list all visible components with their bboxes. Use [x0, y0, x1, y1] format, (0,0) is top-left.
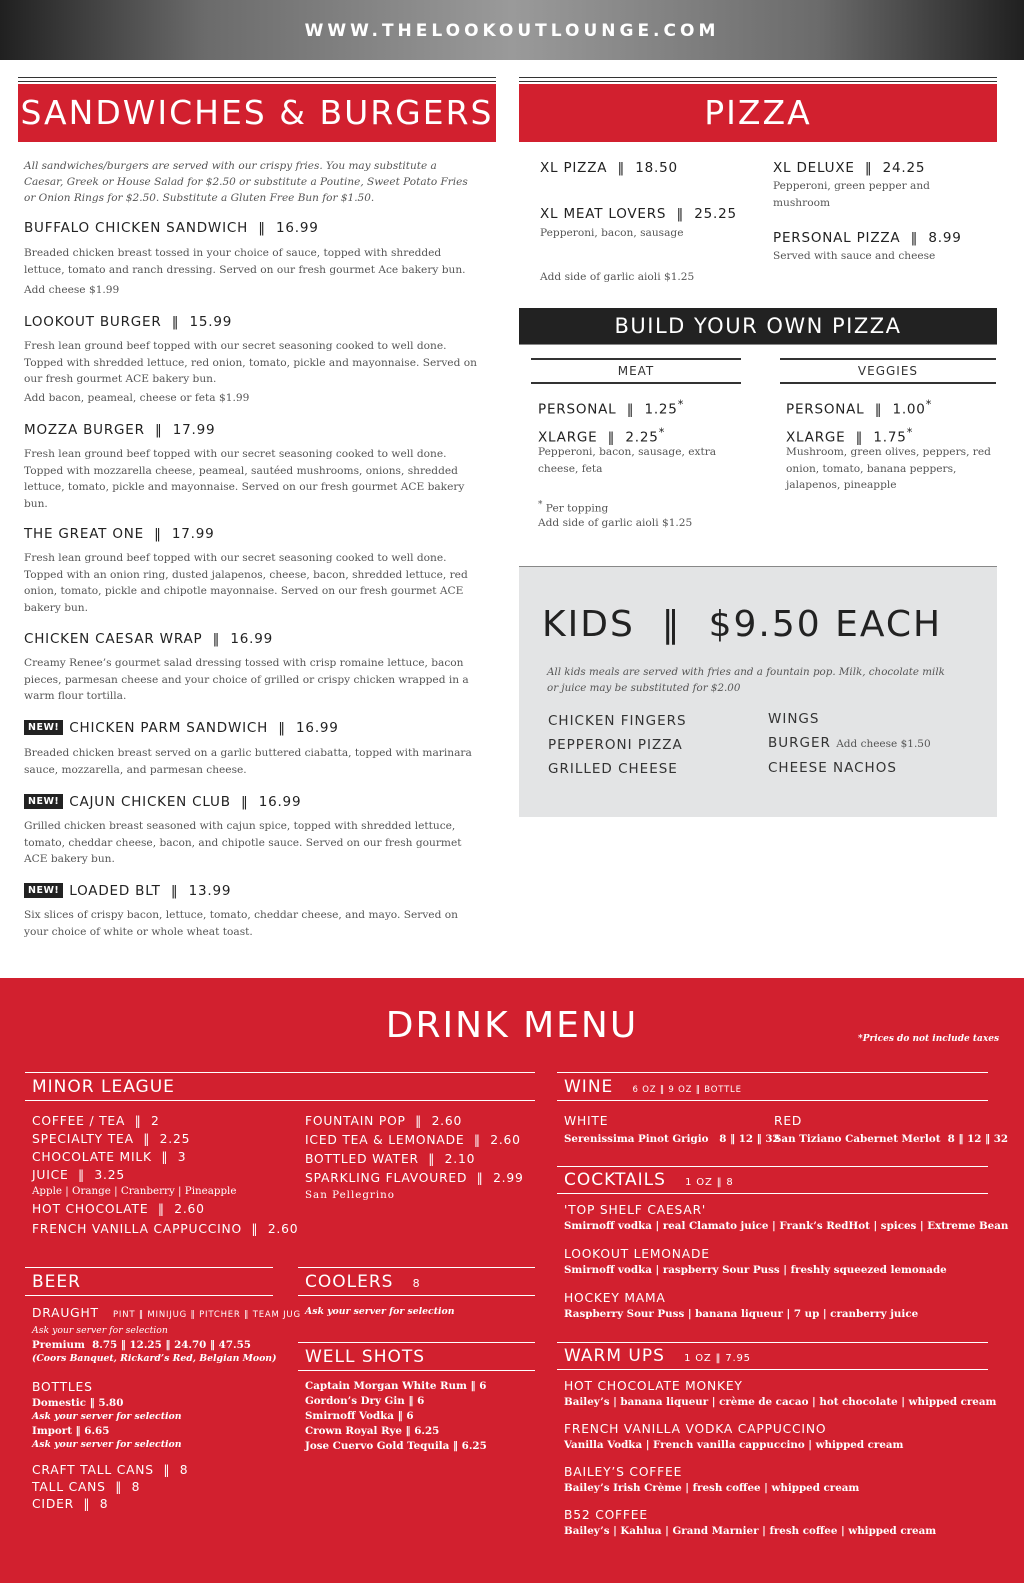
drink-menu-title: DRINK MENU — [385, 1005, 639, 1046]
well-shots-title: WELL SHOTS — [305, 1347, 426, 1367]
tax-note: *Prices do not include taxes — [858, 1034, 1000, 1044]
sandwiches-intro: All sandwiches/burgers are served with our crispy fries. You may substitute a Caesar, Greek or House Salad for $2.50 or substitute a Poutine, Sweet Potato Fries or Onion Rings for $2.50. Substitute a Gluten Free Bun for $1.50. — [24, 160, 468, 204]
cocktail-name: 'TOP SHELF CAESAR' — [564, 1203, 707, 1217]
cocktail-name: HOCKEY MAMA — [564, 1291, 666, 1305]
drink-item: CIDER ‖ 8 — [32, 1497, 109, 1511]
premium-row: Premium 8.75 ‖ 12.25 ‖ 24.70 ‖ 47.55 — [32, 1339, 251, 1351]
menu-item-title: LOOKOUT BURGER ‖ 15.99 — [24, 314, 233, 330]
menu-item-title: BUFFALO CHICKEN SANDWICH ‖ 16.99 — [24, 220, 319, 236]
menu-item-addon: Add bacon, peameal, cheese or feta $1.99 — [24, 392, 250, 404]
pizza-item-desc: Pepperoni, green pepper and mushroom — [773, 180, 930, 209]
menu-item-title: THE GREAT ONE ‖ 17.99 — [24, 526, 215, 542]
warm-up-desc: Bailey’s Irish Crème | fresh coffee | whipped cream — [564, 1482, 860, 1494]
kids-item: GRILLED CHEESE — [548, 761, 678, 777]
divider — [298, 1342, 535, 1343]
warm-ups-title: WARM UPS 1 OZ ‖ 7.95 — [564, 1346, 751, 1366]
beer-title: BEER — [32, 1272, 81, 1292]
warm-ups-list — [564, 1377, 996, 1538]
menu-item-title: NEW! CHICKEN PARM SANDWICH ‖ 16.99 — [24, 720, 339, 736]
kids-item: BURGER Add cheese $1.50 — [768, 735, 931, 751]
domestic-row: Domestic ‖ 5.80 — [32, 1397, 124, 1409]
draught-label: DRAUGHT PINT ‖ MINIJUG ‖ PITCHER ‖ TEAM JUG — [32, 1306, 301, 1320]
warm-up-name: HOT CHOCOLATE MONKEY — [564, 1379, 743, 1393]
new-badge: NEW! — [24, 720, 63, 735]
divider — [298, 1370, 535, 1371]
menu-item-desc: Creamy Renee’s gourmet salad dressing tossed with crisp romaine lettuce, bacon pieces, parmesan cheese and your choice of grilled or crispy chicken wrapped in a warm flour tortilla. — [24, 657, 469, 702]
drink-item: Smirnoff Vodka ‖ 6 — [305, 1410, 414, 1422]
section-title-sandwiches: SANDWICHES & BURGERS — [18, 84, 496, 142]
kids-list-left — [548, 709, 687, 781]
coolers-note: Ask your server for selection — [305, 1306, 455, 1317]
drink-item: Gordon’s Dry Gin ‖ 6 — [305, 1395, 425, 1407]
wine-red-label: RED — [774, 1114, 803, 1128]
ask-server-note: Ask your server for selection — [32, 1411, 182, 1422]
kids-title: KIDS ‖ $9.50 EACH — [542, 604, 943, 645]
pizza-item-title: XL PIZZA ‖ 18.50 — [540, 160, 678, 176]
kids-item: PEPPERONI PIZZA — [548, 737, 683, 753]
warm-up-name: B52 COFFEE — [564, 1508, 648, 1522]
well-shots-list — [305, 1379, 487, 1454]
byo-veggies-desc: Mushroom, green olives, peppers, red onion, tomato, banana peppers, jalapenos, pineapple — [786, 446, 991, 491]
pizza-item-title: XL DELUXE ‖ 24.25 — [773, 160, 926, 176]
menu-item-desc: Fresh lean ground beef topped with our secret seasoning cooked to well done. Topped with shredded lettuce, red onion, tomato, pickle and mayonnaise. Served on our fresh gourmet ACE bakery bun. — [24, 340, 477, 385]
menu-item-title: NEW! LOADED BLT ‖ 13.99 — [24, 883, 231, 899]
cocktail-desc: Raspberry Sour Puss | banana liqueur | 7 up | cranberry juice — [564, 1308, 919, 1320]
drink-item: SPECIALTY TEA ‖ 2.25 — [32, 1132, 191, 1146]
drink-item: Crown Royal Rye ‖ 6.25 — [305, 1425, 440, 1437]
wine-title: WINE 6 OZ ‖ 9 OZ ‖ BOTTLE — [564, 1077, 742, 1097]
divider — [18, 77, 496, 82]
cocktail-name: LOOKOUT LEMONADE — [564, 1247, 710, 1261]
minor-league-right — [305, 1112, 524, 1202]
drink-item: BOTTLED WATER ‖ 2.10 — [305, 1152, 476, 1166]
kids-item: WINGS — [768, 711, 820, 727]
byo-meat-personal: PERSONAL ‖ 1.25* — [538, 398, 685, 418]
premium-note: (Coors Banquet, Rickard’s Red, Belgian Moon) — [32, 1353, 277, 1364]
drink-item: SPARKLING FLAVOURED ‖ 2.99 — [305, 1171, 524, 1185]
drink-item: COFFEE / TEA ‖ 2 — [32, 1114, 160, 1128]
byo-note: Add side of garlic aioli $1.25 — [538, 517, 693, 529]
ask-server-note: Ask your server for selection — [32, 1325, 168, 1336]
warm-up-desc: Bailey’s | banana liqueur | crème de cacao | hot chocolate | whipped cream — [564, 1396, 997, 1408]
pizza-item-desc: Pepperoni, bacon, sausage — [540, 227, 684, 239]
drink-item: CRAFT TALL CANS ‖ 8 — [32, 1463, 189, 1477]
cocktails-title: COCKTAILS 1 OZ ‖ 8 — [564, 1170, 734, 1190]
menu-item-desc: Grilled chicken breast seasoned with cajun spice, topped with shredded lettuce, tomato, cheddar cheese, bacon, and chipotle sauce. Served on our fresh gourmet ACE bakery bun. — [24, 820, 462, 865]
warm-up-desc: Vanilla Vodka | French vanilla cappuccino | whipped cream — [564, 1439, 904, 1451]
new-badge: NEW! — [24, 883, 63, 898]
divider — [298, 1295, 535, 1296]
coolers-title: COOLERS 8 — [305, 1272, 421, 1292]
site-url-banner[interactable]: WWW.THELOOKOUTLOUNGE.COM — [0, 0, 1024, 60]
menu-item-addon: Add cheese $1.99 — [24, 284, 120, 296]
minor-league-title: MINOR LEAGUE — [32, 1077, 175, 1097]
menu-item-desc: Six slices of crispy bacon, lettuce, tomato, cheddar cheese, and mayo. Served on your choice of white or whole wheat toast. — [24, 909, 458, 938]
bottles-label: BOTTLES — [32, 1380, 93, 1394]
drink-item: Jose Cuervo Gold Tequila ‖ 6.25 — [305, 1440, 487, 1452]
warm-up-name: BAILEY’S COFFEE — [564, 1465, 683, 1479]
wine-white-label: WHITE — [564, 1114, 609, 1128]
cocktails-list — [564, 1201, 1008, 1321]
divider — [519, 77, 997, 82]
byo-meat-xlarge: XLARGE ‖ 2.25* — [538, 426, 666, 446]
divider — [25, 1295, 273, 1296]
drink-item: ICED TEA & LEMONADE ‖ 2.60 — [305, 1133, 521, 1147]
pizza-item-title: PERSONAL PIZZA ‖ 8.99 — [773, 230, 962, 246]
divider — [298, 1267, 535, 1268]
drink-item: TALL CANS ‖ 8 — [32, 1480, 141, 1494]
drink-item: FOUNTAIN POP ‖ 2.60 — [305, 1114, 463, 1128]
warm-up-name: FRENCH VANILLA VODKA CAPPUCCINO — [564, 1422, 827, 1436]
divider — [557, 1100, 988, 1101]
kids-item: CHEESE NACHOS — [768, 760, 897, 776]
kids-item: CHICKEN FINGERS — [548, 713, 687, 729]
kids-intro: All kids meals are served with fries and a fountain pop. Milk, chocolate milk or juice may be substituted for $2.00 — [547, 666, 945, 694]
wine-white-desc: Serenissima Pinot Grigio 8 ‖ 12 ‖ 32 — [564, 1133, 780, 1145]
pizza-item-desc: Served with sauce and cheese — [773, 250, 936, 262]
wine-red-desc: San Tiziano Cabernet Merlot 8 ‖ 12 ‖ 32 — [774, 1133, 1009, 1145]
import-row: Import ‖ 6.65 — [32, 1425, 110, 1437]
menu-item-desc: Fresh lean ground beef topped with our secret seasoning cooked to well done. Topped with an onion ring, dusted jalapenos, cheese, bacon, shredded lettuce, red onion, tomato, pickle and chipotle mayonnaise. Served on our fresh gourmet ACE bakery bun. — [24, 552, 468, 614]
divider — [557, 1166, 988, 1167]
cocktail-desc: Smirnoff vodka | real Clamato juice | Frank’s RedHot | spices | Extreme Bean — [564, 1220, 1009, 1232]
menu-item-desc: Breaded chicken breast served on a garlic buttered ciabatta, topped with marinara sauce, mozzarella, and parmesan cheese. — [24, 747, 472, 776]
menu-item-desc: Breaded chicken breast tossed in your choice of sauce, topped with shredded lettuce, tomato and ranch dressing. Served on our fresh gourmet Ace bakery bun. — [24, 247, 466, 276]
divider — [25, 1072, 535, 1073]
drink-item: Captain Morgan White Rum ‖ 6 — [305, 1380, 487, 1392]
pizza-note: Add side of garlic aioli $1.25 — [540, 271, 695, 283]
byo-footnote: * Per topping — [538, 500, 609, 515]
sparkling-note: San Pellegrino — [305, 1189, 395, 1201]
minor-league-left — [32, 1112, 298, 1238]
menu-item-title: MOZZA BURGER ‖ 17.99 — [24, 422, 216, 438]
divider — [557, 1193, 988, 1194]
cocktail-desc: Smirnoff vodka | raspberry Sour Puss | freshly squeezed lemonade — [564, 1264, 947, 1276]
divider — [557, 1342, 988, 1343]
pizza-item-title: XL MEAT LOVERS ‖ 25.25 — [540, 206, 737, 222]
drink-item: FRENCH VANILLA CAPPUCCINO ‖ 2.60 — [32, 1222, 299, 1236]
menu-item-title: NEW! CAJUN CHICKEN CLUB ‖ 16.99 — [24, 794, 301, 810]
divider — [557, 1072, 988, 1073]
divider — [25, 1267, 273, 1268]
menu-item-title: CHICKEN CAESAR WRAP ‖ 16.99 — [24, 631, 274, 647]
byo-meat-heading: MEAT — [531, 358, 741, 384]
warm-up-desc: Bailey’s | Kahlua | Grand Marnier | fresh coffee | whipped cream — [564, 1525, 937, 1537]
menu-item-desc: Fresh lean ground beef topped with our secret seasoning cooked to well done. Topped with mozzarella cheese, peameal, sautéed mushrooms, onions, shredded lettuce, tomato, pickle and mayonnaise. Served on our fresh gourmet ACE bakery bun. — [24, 448, 465, 510]
juice-options: Apple | Orange | Cranberry | Pineapple — [32, 1185, 237, 1197]
byo-meat-desc: Pepperoni, bacon, sausage, extra cheese, feta — [538, 446, 717, 475]
byo-veggies-heading: VEGGIES — [780, 358, 996, 384]
divider — [519, 344, 997, 345]
new-badge: NEW! — [24, 794, 63, 809]
section-title-byo: BUILD YOUR OWN PIZZA — [519, 308, 997, 344]
divider — [557, 1369, 988, 1370]
section-title-pizza: PIZZA — [519, 84, 997, 142]
divider — [25, 1100, 535, 1101]
beer-section — [32, 1304, 301, 1513]
ask-server-note: Ask your server for selection — [32, 1439, 182, 1450]
drink-item: CHOCOLATE MILK ‖ 3 — [32, 1150, 187, 1164]
byo-veggies-xlarge: XLARGE ‖ 1.75* — [786, 426, 914, 446]
byo-veggies-personal: PERSONAL ‖ 1.00* — [786, 398, 933, 418]
drink-item: HOT CHOCOLATE ‖ 2.60 — [32, 1202, 205, 1216]
kids-list-right — [768, 707, 931, 780]
drink-item: JUICE ‖ 3.25 — [32, 1168, 126, 1182]
